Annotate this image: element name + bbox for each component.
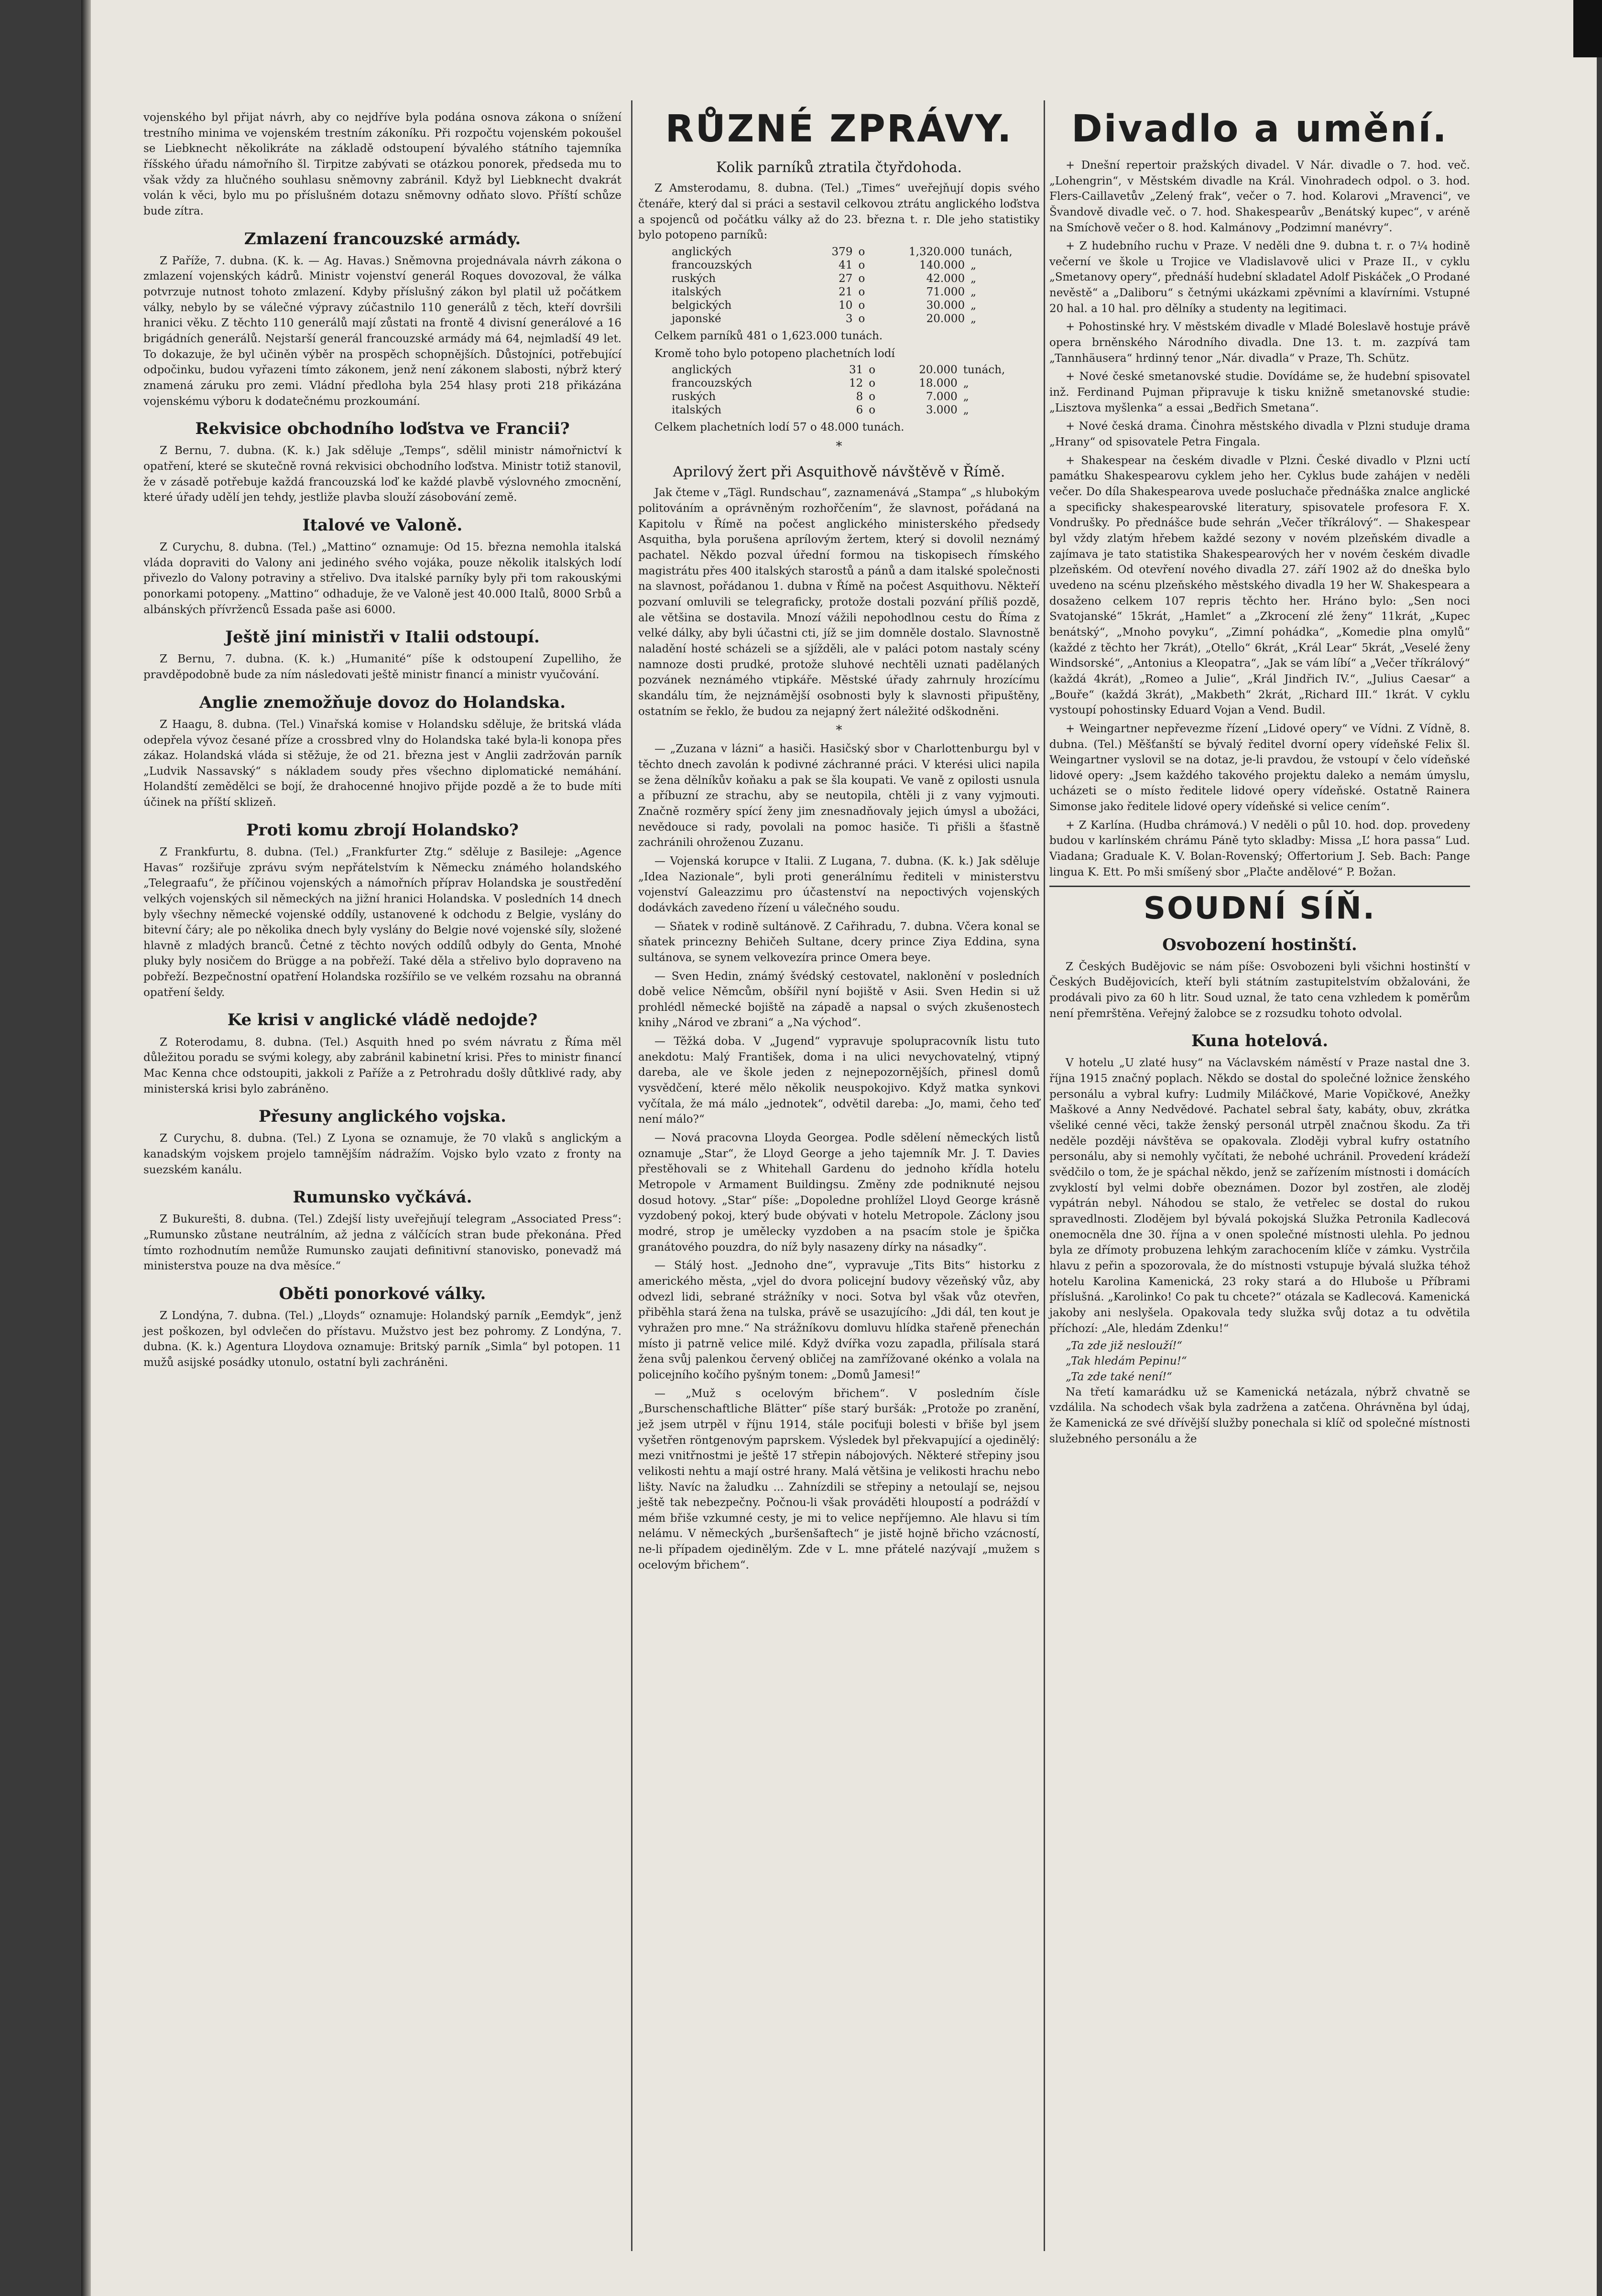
table-cell: o: [858, 246, 865, 259]
news-item: — Vojenská korupce v Italii. Z Lugana, 7. dubna. (K. k.) Jak sděluje „Idea Nazionale“, byli proti generálnímu řediteli v ministerstvu vojenství Galeazzimu pro účastenství na nepoctivých vojenských dodávkách zavedeno řízení u válečného soudu.: [638, 855, 1040, 914]
article-heading: Ještě jiní ministři v Italii odstoupí.: [225, 628, 540, 647]
table-cell: 1,320.000: [909, 246, 965, 259]
dialog-line: „Ta zde také není!“: [1066, 1370, 1172, 1383]
table-cell: o: [858, 259, 865, 272]
table-cell: tunách,: [963, 364, 1005, 377]
news-item: — Těžká doba. V „Jugend“ vypravuje spolupracovník listu tuto anekdotu: Malý František, doma i na ulici nevychovatelný, vtipný dareba, ale ve škole jeden z nejnepozornějších, přinesl domů vysvědčení, které mělo několik neuspokojivo. Když matka synkovi vyčítala, že má málo „jednotek“, odvětil dareba: „Jo, mami, čeho teď není málo?“: [638, 1035, 1040, 1126]
table-cell: 379: [831, 246, 853, 259]
column-2: [638, 110, 1040, 1574]
table-row: [638, 403, 1040, 417]
table-cell: francouzských: [672, 377, 752, 390]
table-cell: o: [869, 377, 876, 390]
table-cell: 20.000: [919, 364, 958, 377]
table-cell: 30.000: [926, 299, 965, 312]
table-cell: „: [963, 390, 969, 403]
closing-paragraph: Na třetí kamarádku už se Kamenická netázala, nýbrž chvatně se vzdálila. Na schodech však byla zadržena a zatčena. Ohrávněna byl údaj, že Kamenická ze své dřívější služby ponechala si klíč od společné místnosti služebného personálu a že: [1049, 1386, 1470, 1445]
culture-item: + Shakespear na českém divadle v Plzni. České divadlo v Plzni uctí památku Shakespearovu cyklem jeho her. Cyklus bude zahájen v neděli večer. Do díla Shakespearova uvede posluchače přednáška znalce anglické a specificky shakespearovské literatury, spisovatele profesora F. X. Vondrušky. Po přednášce bude sehrán „Večer tříkrálový“. — Shakespear byl vždy zlatým hřebem každé sezony v novém plzeňském divadle a zajímava je tato statistika Shakespearových her v novém českém divadle plzeňském. Od otevření nového divadla 27. září 1902 až do dneška bylo uvedeno na scénu plzeňského městského divadla 19 her W. Shakespeara a dosaženo celkem 107 repris těchto her. Hráno bylo: „Sen noci Svatojanské“ 15krát, „Hamlet“ a „Zkrocení zlé ženy“ 11krát, „Kupec benátský“, „Mnoho povyku“, „Zimní pohádka“, „Komedie plna omylů“ (každé z těchto her 7krát), „Otello“ 6krát, „Král Lear“ 5krát, „Veselé ženy Windsorské“, „Antonius a Kleopatra“, „Jak se vám líbí“ a „Večer tříkrálový“ (každá 4krát), „Romeo a Julie“, „Král Jindřich IV.“, „Julius Caesar“ a „Bouře“ (každá 3krát), „Makbeth“ 2krát, „Richard III.“ 1krát. V cyklu vystoupí pohostinsky Eduard Vojan a Vend. Budil.: [1049, 454, 1470, 717]
table-cell: „: [970, 259, 977, 272]
table-cell: italských: [672, 404, 722, 417]
news-item: — „Muž s ocelovým břichem“. V posledním čísle „Burschenschaftliche Blätter“ píše starý buršák: „Protože po zranění, jež jsem utrpěl v říjnu 1914, stále pociťuji bolesti v břiše byl jsem vyšetřen röntgenovým paprskem. Výsledek byl překvapující a ojedinělý: mezi vnitřnostmi je ještě 17 střepin nábojových. Některé střepiny jsou velikosti nehtu a mají ostré hrany. Malá většina je velikosti hrachu nebo lišty. Navíc na žaludku ... Zahnízdili se střepiny a netoulají se, nejsou ještě tak nebezpečny. Počnou-li však prováděti hloupostí a podráždí v mém břiše vzkumné cesty, je mi to velice nepříjemno. Ale hlavu si tím nelámu. V německých „buršenšaftech“ je jistě hojně břicho vzácností, ne-li případem ojedinělým. Zde v L. mne přátelé nazývají „mužem s ocelovým břichem“.: [638, 1387, 1040, 1571]
table-row: [638, 312, 1040, 325]
table-cell: anglických: [672, 246, 732, 259]
table-cell: 27: [839, 272, 853, 285]
table-row: [638, 390, 1040, 403]
sail-ships-table: [638, 363, 1040, 417]
article-heading: Oběti ponorkové války.: [279, 1284, 486, 1303]
table-cell: 20.000: [926, 313, 965, 325]
article-heading: Kolik parníků ztratila čtyřdohoda.: [716, 159, 962, 176]
table-cell: 12: [849, 377, 863, 390]
dialog-line: „Tak hledám Pepinu!“: [1066, 1355, 1187, 1368]
article-heading: Aprilový žert při Asquithově návštěvě v Římě.: [673, 463, 1005, 480]
culture-item: + Weingartner nepřevezme řízení „Lidové opery“ ve Vídni. Z Vídně, 8. dubna. (Tel.) Měšťanští se bývalý ředitel dvorní opery vídeňské Felix šl. Weingartner vyslovil se na dotaz, je-li pravdou, že vstoupí v čelo vídeňské lidové opery: „Jsem každého takového projektu daleko a nemám úmyslu, ucházeti se o místo ředitele lidové opery vídeňské. Ostatně Rainera Simonse jako ředitele lidové opery vídeňské si velice cením“.: [1049, 722, 1470, 813]
culture-item: + Z hudebního ruchu v Praze. V neděli dne 9. dubna t. r. o 7¼ hodině večerní ve škole u Trojice ve Vladislavově ulici v Praze II., v cyklu „Smetanovy opery“, přednáší hudební skladatel Adolf Piskáček „O Prodané nevěstě“ a „Daliboru“ s četnými ukázkami zpěvními a klavírními. Vstupné 20 hal. a 10 hal. pro dělníky a studenty na legitimaci.: [1049, 240, 1470, 315]
table-row: [638, 363, 1040, 377]
table-cell: „: [970, 299, 977, 312]
culture-item: + Z Karlína. (Hudba chrámová.) V neděli o půl 10. hod. dop. provedeny budou v karlínském chrámu Páně tyto skladby: Missa „L’ hora passa“ Lud. Viadana; Graduale K. V. Bolan-Rovenský; Offertorium J. Seb. Bach: Pange lingua K. Ett. Po mši smíšený sbor „Plačte andělové“ P. Božan.: [1049, 819, 1470, 878]
article-text: Z Haagu, 8. dubna. (Tel.) Vinařská komise v Holandsku sděluje, že britská vláda odepřela vývoz česané příze a crossbred vlny do Holandska také byla-li konopa přes zákaz. Holandská vláda si stěžuje, že od 21. března jest v Anglii zadržován parník „Ludvik Nassavský“ s nákladem soudy přes všechno diplomatické nemáhání. Holandští zemědělci se bojí, že drahocenné hnojivo přijde pozdě a že to bude míti účinek na příští sklizeň.: [143, 718, 621, 809]
table-cell: o: [869, 364, 876, 377]
table-row: [638, 377, 1040, 390]
section-title-divadlo: Divadlo a umění.: [1071, 108, 1448, 151]
table-cell: japonské: [672, 313, 721, 325]
article-text: Z Frankfurtu, 8. dubna. (Tel.) „Frankfurter Ztg.“ sděluje z Basileje: „Agence Havas“ rozšiřuje zprávu svým nepřátelstvím k Německu známého holandského „Telegraafu“, že příčinou vojenských a námořních příprav Holandska je soustředění velkých vojenských sil německých na jižní hranici Holandska. V posledních 14 dnech byly všechny německé vojenské oddíly, ustanovené k odchodu z Belgie, vyslány do bitevní čáry; ale po několika dnech byly vyslány do Belgie nové vojenské síly, složené hlavně z mladých branců. Četné z těchto nových oddílů odbyly do Genta, Mnohé pluky byly nosičem do Brügge a na pobřeží. Také děla a střelivo bylo dopraveno na pobřeží. Bezpečnostní opatření Holandska rozšířilo se ve velkém rozsahu na obranná opatření šeldy.: [143, 845, 621, 999]
table-cell: o: [858, 313, 865, 325]
article-heading: Přesuny anglického vojska.: [258, 1107, 507, 1126]
table-cell: 3: [845, 313, 853, 325]
culture-item: + Nové české smetanovské studie. Dovídáme se, že hudební spisovatel inž. Ferdinand Pujman připravuje k tisku knižně smetanovské studie: „Lisztova myšlenka“ a essai „Bedřich Smetana“.: [1049, 370, 1470, 414]
table-row: [638, 299, 1040, 312]
section-title-soudni-sin: SOUDNÍ SÍŇ.: [1143, 891, 1376, 927]
separator-star: *: [836, 439, 842, 454]
table-cell: anglických: [672, 364, 732, 377]
article-text: Z Roterodamu, 8. dubna. (Tel.) Asquith hned po svém návratu z Říma měl důležitou poradu se svými kolegy, aby zabránil kabinetní krisi. Přes to ministr financí Mac Kenna chce odstoupiti, jakkoli z Paříže a z Petrohradu došly důtklivé rady, aby ministerská krisi bylo zabráněno.: [143, 1036, 621, 1095]
article-heading: Rekvisice obchodního loďstva ve Francii?: [195, 419, 570, 439]
table-cell: o: [858, 286, 865, 299]
column-rule-2: [1044, 100, 1045, 2251]
table-cell: „: [970, 313, 977, 325]
table-cell: tunách,: [970, 246, 1013, 259]
news-item: — „Zuzana v lázni“ a hasiči. Hasičský sbor v Charlottenburgu byl v těchto dnech zavolán k podivné záchranné práci. V kterési ulici napila se žena dělníkův koňaku a pak se šla koupati. Ve vaně z opilosti usnula a příbuzní ze strachu, aby se neutopila, chtěli ji z vany vyjmouti. Značně rozměry spící ženy jim znesnadňovaly jejich úmysl a ubožáci, nevědouce si rady, povolali na pomoc hasiče. Ti přišli a šťastně zachránili ohroženou Zuzanu.: [638, 743, 1040, 849]
table-cell: 42.000: [926, 272, 965, 285]
table-cell: 41: [839, 259, 853, 272]
table-cell: belgických: [672, 299, 732, 312]
news-item: — Nová pracovna Lloyda Georgea. Podle sdělení německých listů oznamuje „Star“, že Lloyd George a jeho tajemník Mr. J. T. Davies přestěhovali se z Whitehall Gardenu do jednoho křídla hotelu Metropole v Armament Buildingsu. Změny zde podniknuté nejsou dosud hotovy. „Star“ píše: „Dopoledne prohlížel Lloyd George krásně vyzdobený pokoj, který bude obývati v hotelu Metropole. Záclony jsou modré, strop je umělecky vyzdoben a na psacím stole je špička granátového pouzdra, do níž byly nasazeny dírky na násadky“.: [638, 1132, 1040, 1254]
news-item: — Sňatek v rodině sultánově. Z Cařihradu, 7. dubna. Včera konal se sňatek princezny Behičeh Sultane, dcery prince Ziya Eddina, syna sultánova, se synem velkovezíra prince Omera beye.: [638, 920, 1040, 964]
column-3: [1049, 110, 1470, 1449]
table-cell: „: [963, 377, 969, 390]
table-row: [638, 285, 1040, 299]
table-cell: 71.000: [926, 286, 965, 299]
article-text: Z Bernu, 7. dubna. (K. k.) Jak sděluje „Temps“, sdělil ministr námořnictví k opatření, které se skutečně rovná rekvisici obchodního loďstva. Ministr totiž stanovil, že v zásadě potřebuje každá francouzská loď ke každé plavbě výslovného zmocnění, které úřady udělí jen tehdy, jestliže plavba slouží zásobování země.: [143, 444, 621, 504]
table-cell: o: [858, 299, 865, 312]
news-item: — Stálý host. „Jednoho dne“, vypravuje „Tits Bits“ historku z amerického města, „vjel do dvora policejní budovy vězeňský vůz, aby odvezl lidi, sebrané strážníky v noci. Sotva byl však vůz otevřen, přiběhla stará žena na tulska, právě se usazujícího: „Jdi dál, ten kout je vyhražen pro mne.“ Na strážníkovu domluvu hlídka stařeně přenechán místo ji patrně velice milé. Když dvířka vozu zapadla, přilísala stará žena svůj palenkou červený obličej na zamřížované okénko a volala na policejního kočího pyšným tonem: „Domů Jamesi!“: [638, 1259, 1040, 1381]
table-cell: 6: [856, 404, 863, 417]
table-row: [638, 245, 1040, 259]
article-text: Z Bukurešti, 8. dubna. (Tel.) Zdejší listy uveřejňují telegram „Associated Press“: „Rumunsko zůstane neutrálním, až jedna z válčících stran bude překonána. Před tímto rozhodnutím nemůže Rumunsko zaujati definitivní stanovisko, ponevadž má ministerstva pouze na dva měsíce.“: [143, 1213, 621, 1273]
column-rule-1: [631, 100, 632, 2251]
article-heading: Proti komu zbrojí Holandsko?: [246, 820, 519, 840]
culture-item: + Pohostinské hry. V městském divadle v Mladé Boleslavě hostuje právě opera brněnského Národního divadla. Dne 13. t. m. zazpívá tam „Tannhäusera“ hrdinný tenor „Nár. divadla“ v Praze, Th. Schütz.: [1049, 321, 1470, 365]
article-text: Z Českých Budějovic se nám píše: Osvobozeni byli všichni hostinští v Českých Budějovicích, kteří byli státním zastupitelstvím obžalováni, že prodávali pivo za 60 h litr. Soud uznal, že tato cena vzhledem k poměrům není přemrštěna. Veřejný žalobce se z rozsudku tohoto odvolal.: [1049, 960, 1470, 1020]
culture-item: + Nové česká drama. Činohra městského divadla v Plzni studuje drama „Hrany“ od spisovatele Petra Fingala.: [1049, 420, 1470, 449]
table-cell: ruských: [672, 272, 716, 285]
article-text: Z Curychu, 8. dubna. (Tel.) Z Lyona se oznamuje, že 70 vlaků s anglickým a kanadským vojskem projelo tamnějším nádražím. Vojsko bylo vzato z fronty na suezském kanálu.: [143, 1132, 621, 1176]
table-cell: 140.000: [919, 259, 965, 272]
article-heading: Rumunsko vyčkává.: [293, 1188, 472, 1207]
table-cell: 7.000: [926, 390, 958, 403]
article-text: Z Curychu, 8. dubna. (Tel.) „Mattino“ oznamuje: Od 15. března nemohla italská vláda dopraviti do Valony ani jediného svého vojáka, pouze několik italských lodí přivezlo do Valony potraviny a střelivo. Dva italské parníky byly při tom rakouskými ponorkami potopeny. „Mattino“ odhaduje, že ve Valoně jest 40.000 Italů, 8000 Srbů a albánských přívrženců Essada paše asi 6000.: [143, 541, 621, 616]
table-cell: „: [970, 286, 977, 299]
article-text: Z Paříže, 7. dubna. (K. k. — Ag. Havas.) Sněmovna projednávala návrh zákona o zmlazení vojenských kádrů. Ministr vojenství generál Roques dovozoval, že válka potvrzuje nutnost tohoto zmlazení. Kdyby příslušný zákon byl platil už počátkem války, nebylo by se válečné výpravy zúčastnilo 110 generálů z těch, kteří dovršili hranici věku. Z těchto 110 generálů mají zůstati na frontě 4 divisní generálové a 16 brigádních generálů. Nejstarší generál francouzské armády má 64, nejmladší 49 let. To dokazuje, že byl učiněn výběr na prospěch schopnějších. Důstojníci, potřebující odpočinku, budou vyřazeni tímto zákonem, jenž není zákonem slabosti, nýbrž který znamená záruku pro zemi. Vládní předloha byla 254 hlasy proti 218 přikázána vojenskému výboru k dodatečnému prozkoumání.: [143, 254, 621, 408]
intro-paragraph: vojenského byl přijat návrh, aby co nejdříve byla podána osnova zákona o snížení trestního minima ve vojenském trestním zákoníku. Při rozpočtu vojenském pokoušel se Liebknecht několikráte na základě odstoupení bývalého státního tajemníka říšského úřadu námořního šl. Tirpitze zabývati se otázkou ponorek, předseda mu to však vždy za hlučného souhlasu sněmovny zabránil. Když byl Liebknecht dvakrát volán k věci, bylo mu po příslušném dotazu sněmovny odňato slovo. Příští schůze bude zítra.: [143, 111, 621, 217]
table-cell: „: [970, 272, 977, 285]
table-cell: „: [963, 404, 969, 417]
steam-ships-table: [638, 245, 1040, 325]
page-edge: [81, 0, 92, 2296]
table-cell: o: [869, 390, 876, 403]
table-cell: francouzských: [672, 259, 752, 272]
table-cell: 18.000: [919, 377, 958, 390]
article-text: Z Amsterodamu, 8. dubna. (Tel.) „Times“ uveřejňují dopis svého čtenáře, který dal si práci a sestavil celkovou ztrátu anglického loďstva a spojenců od počátku války až do 23. března t. r. Dle jeho statistiky bylo potopeno parníků:: [638, 182, 1040, 242]
article-text: V hotelu „U zlaté husy“ na Václavském náměstí v Praze nastal dne 3. října 1915 značný poplach. Někdo se dostal do společné ložnice ženského personálu a vybral kufry: Ludmily Miláčkové, Marie Vopičkové, Anežky Maškové a Anny Nedvědové. Pachatel sebral šaty, kabáty, obuv, zkrátka všeliké cenné věci, takže ženský personál utrpěl značnou škodu. Za tři neděle později návštěva se opakovala. Zloději vybral kufry ostatního personálu, aby si nemohly vyčítati, že nebohé uchránil. Provedení krádeží svědčilo o tom, že je spáchal někdo, jenž se zařízením místnosti i domácích zvyklostí byl velmi dobře obeznámen. Dozor byl zostřen, ale zloděj vypátrán nebyl. Náhodou se stalo, že vetřelec se dostal do rukou spravedlnosti. Zlodějem byl bývalá pokojská Služka Petronila Kadlecová onemocněla dne 30. října a v onen společné místnosti ulehla. Po jednou byla ze dřímoty probuzena lehkým zarachocením klíče v zámku. Vystrčila hlavu z peřin a spozorovala, že do místnosti vstupuje bývalá služka téhož hotelu Karolina Kamenická, 23 roky stará a do Hluboše u Příbrami příslušná. „Karolinko! Co pak tu chcete?“ otázala se Kadlecová. Kamenická jakoby ani neslyšela. Opakovala tedy služka svůj dotaz a tu odvětila příchozí: „Ale, hledám Zdenku!“: [1049, 1057, 1470, 1335]
article-heading: Anglie znemožňuje dovoz do Holandska.: [199, 693, 566, 712]
table-cell: 21: [839, 286, 853, 299]
table-row: [638, 272, 1040, 285]
table-cell: 10: [839, 299, 853, 312]
table-cell: o: [869, 404, 876, 417]
table-cell: 31: [849, 364, 863, 377]
table-cell: italských: [672, 286, 722, 299]
article-heading: Ke krisi v anglické vládě nedojde?: [227, 1010, 538, 1030]
table-row: [638, 259, 1040, 272]
sail-total: Celkem plachetních lodí 57 o 48.000 tunách.: [654, 421, 905, 434]
section-divider: [1049, 886, 1470, 887]
dialog-line: „Ta zde již neslouží!“: [1066, 1340, 1183, 1353]
table-cell: 3.000: [926, 404, 958, 417]
sail-intro: Kromě toho bylo potopeno plachetních lodí: [654, 347, 895, 360]
steam-total: Celkem parníků 481 o 1,623.000 tunách.: [654, 330, 883, 343]
table-cell: ruských: [672, 390, 716, 403]
article-heading: Kuna hotelová.: [1191, 1031, 1329, 1051]
article-text: Z Bernu, 7. dubna. (K. k.) „Humanité“ píše k odstoupení Zupelliho, že pravděpodobně bude za ním následovati ještě ministr financí a ministr vyučování.: [143, 653, 621, 682]
scan-corner: [1573, 0, 1602, 57]
column-1: [143, 110, 621, 1373]
article-heading: Italové ve Valoně.: [302, 515, 463, 535]
news-item: — Sven Hedin, známý švédský cestovatel, naklonění v posledních době velice Němcům, obšířil nyní bojiště v Asii. Sven Hedin si už prohlédl německé bojiště na západě a napsal o svých zkušenostech knihy „Národ ve zbrani“ a „Na východ“.: [638, 970, 1040, 1029]
article-text: Jak čteme v „Tägl. Rundschau“, zaznamenává „Stampa“ „s hlubokým politováním a oprávněným rozhořčením“, že slavnost, pořádaná na Kapitolu v Římě na počest anglického ministerského předsedy Asquitha, byla porušena aprílovým žertem, který si dovolil neznámý pachatel. Někdo pozval úřední formou na tiskopisech římského magistrátu přes 400 italských starostů a pánů a dam italské společnosti na slavnost, pořádanou 1. dubna v Římě na počest Asquithovu. Někteří pozvaní omluvili se telegraficky, protože dostali pozvání příliš pozdě, ale většina se dostavila. Mnozí vážili nepohodlnou cestu do Říma z velké dálky, aby byli účastni cti, jíž se jim domněle dostalo. Slavnostně naladění hosté scházeli se a sjížděli, ale v paláci potom nastaly scény namnoze dosti prudké, protože sluhové nechtěli uznati padělaných pozvánek neznámého vtipkáře. Městské úřady zahrnuly hrozícímu skandálu tím, že nejznámější osobnosti byly k slavnosti připuštěny, ostatním se řeklo, že budou za nejapný žert náležité odškodněni.: [638, 487, 1040, 718]
table-cell: o: [858, 272, 865, 285]
section-title-ruzne-zpravy: RŮZNÉ ZPRÁVY.: [665, 108, 1013, 151]
article-heading: Osvobození hostinští.: [1162, 935, 1357, 954]
article-text: Z Londýna, 7. dubna. (Tel.) „Lloyds“ oznamuje: Holandský parník „Eemdyk“, jenž jest poškozen, byl odvlečen do přístavu. Mužstvo jest bez pohromy. Z Londýna, 7. dubna. (K. k.) Agentura Lloydova oznamuje: Britský parník „Simla“ byl potopen. 11 mužů asijské posádky utonulo, ostatní byli zachráněni.: [143, 1310, 621, 1369]
separator-star: *: [836, 723, 842, 738]
table-cell: 8: [856, 390, 863, 403]
article-heading: Zmlazení francouzské armády.: [244, 229, 521, 249]
culture-item: + Dnešní repertoir pražských divadel. V Nár. divadle o 7. hod. več. „Lohengrin“, v Městském divadle na Král. Vinohradech odpol. o 3. hod. Flers-Caillavetův „Zelený frak“, večer o 7. hod. Kolarovi „Mravenci“, ve Švandově divadle več. o 7. hod. Shakespearův „Benátský kupec“, v aréně na Smíchově večer o 8. hod. Kalmánovy „Podzimní manévry“.: [1049, 159, 1470, 234]
